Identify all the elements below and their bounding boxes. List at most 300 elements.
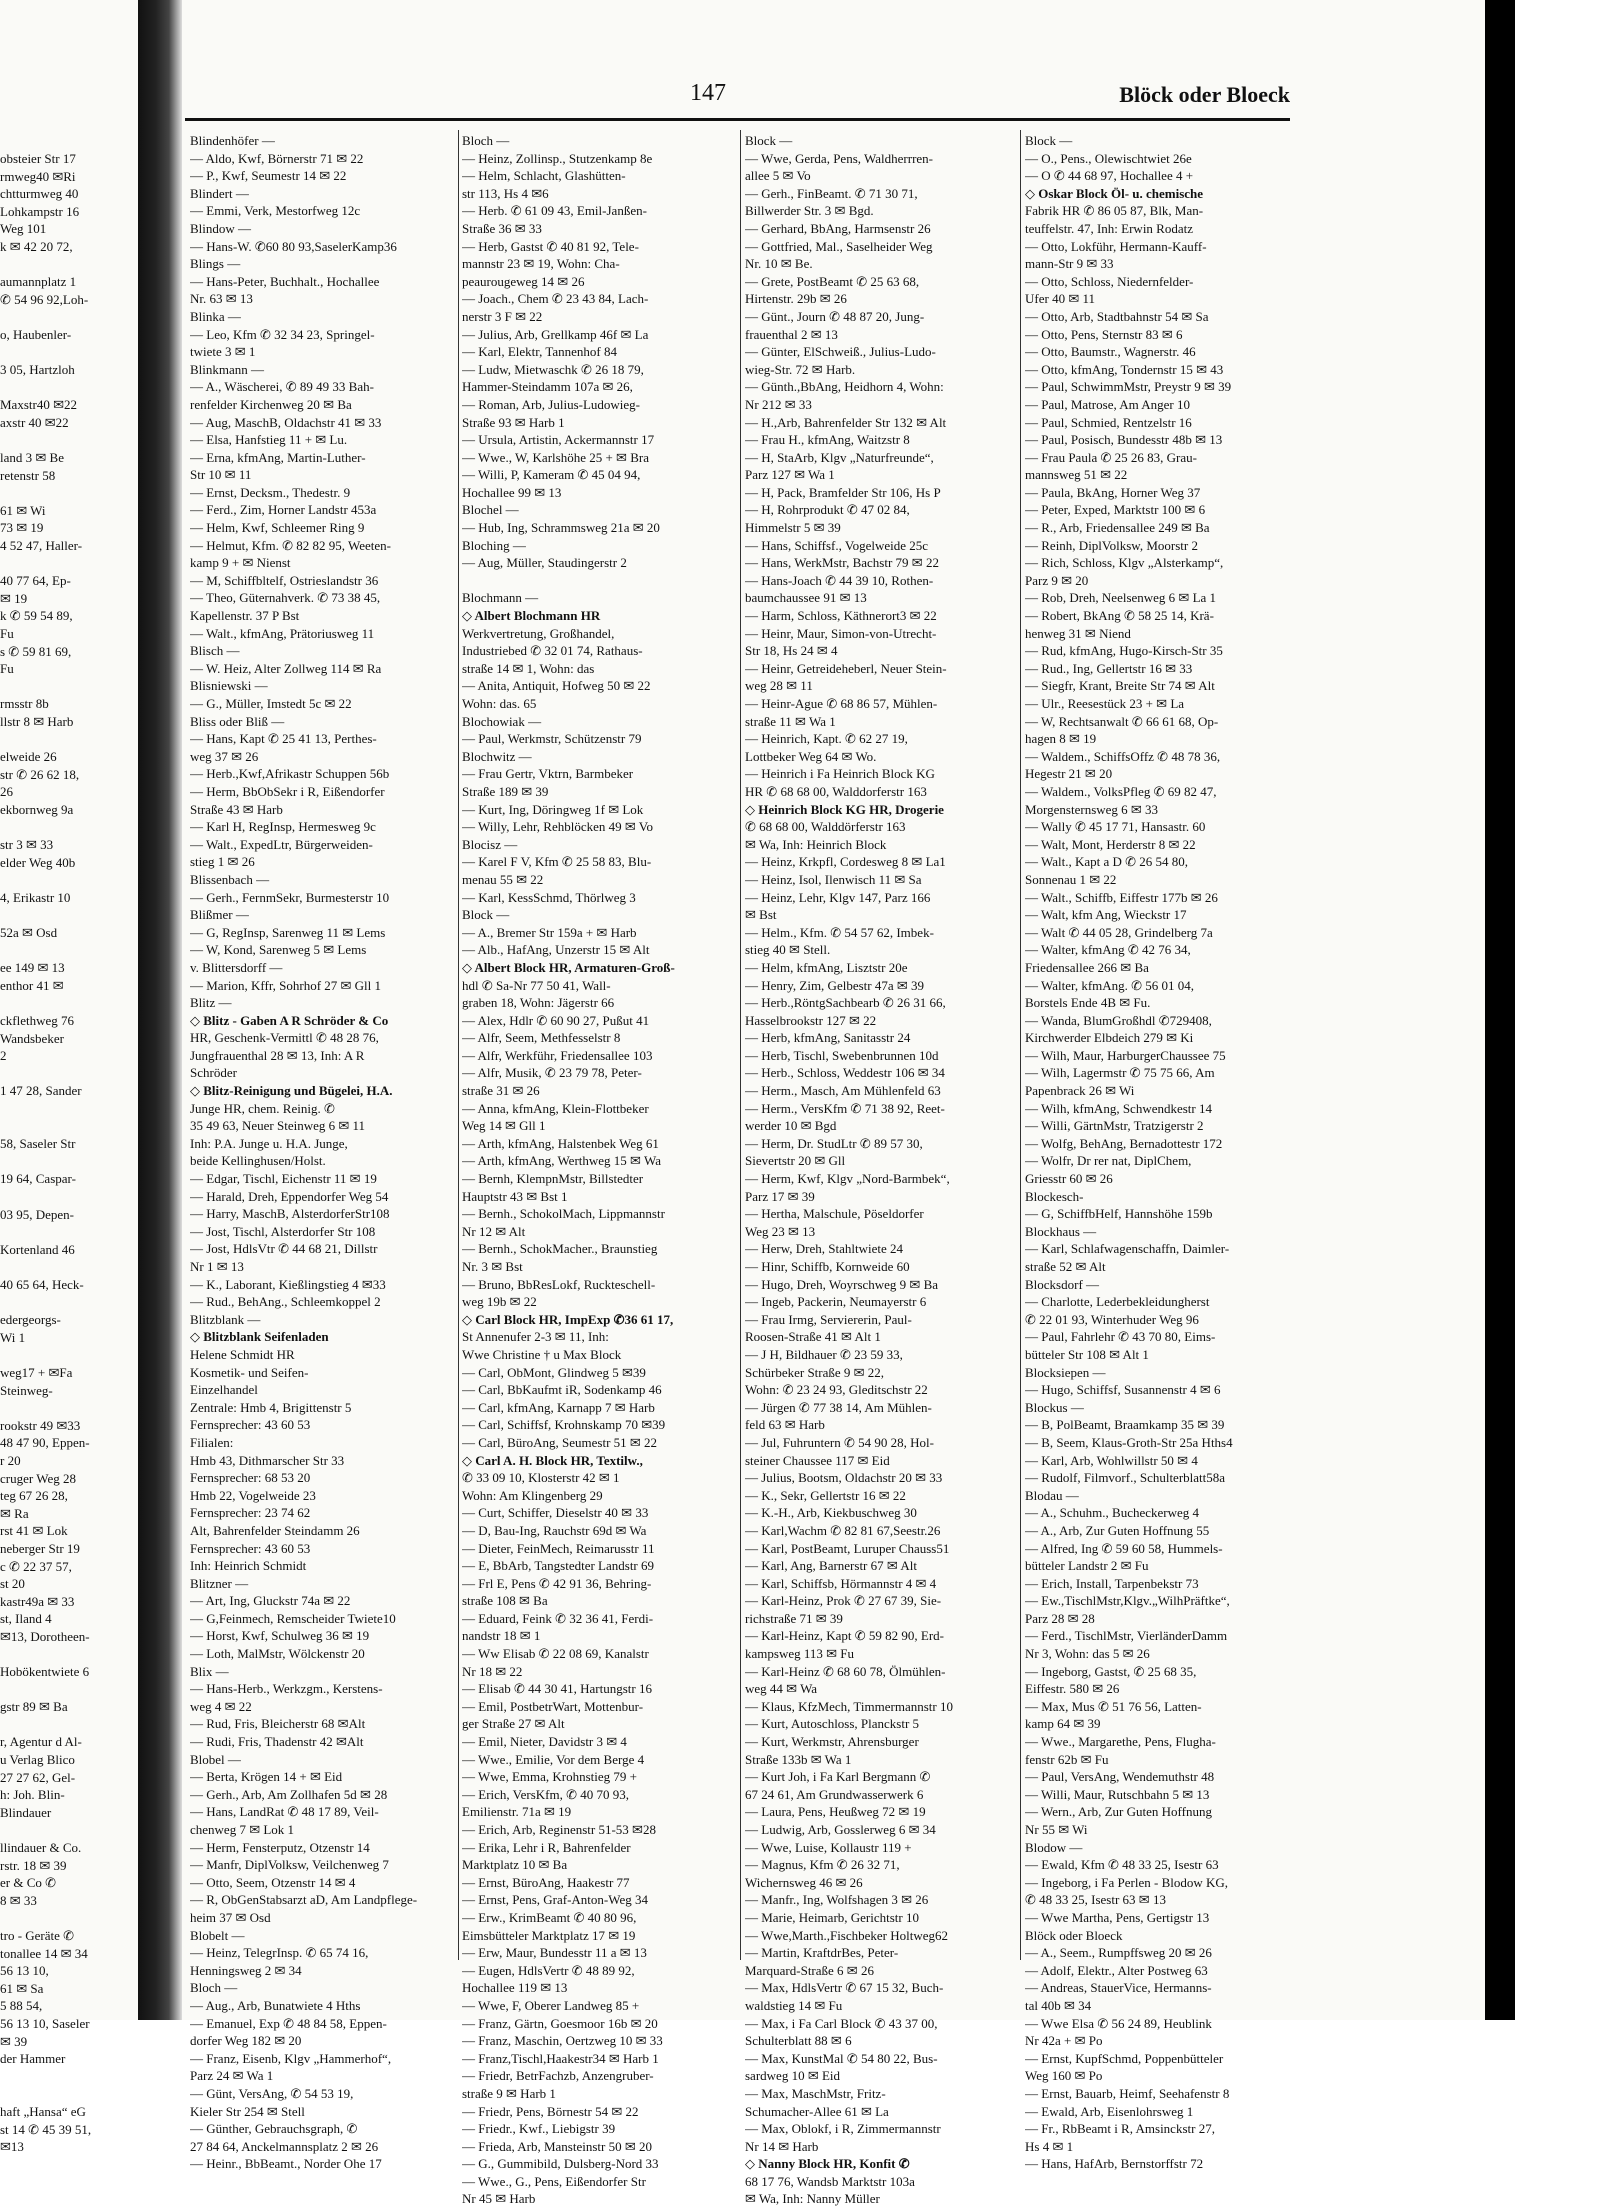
prev-page-line: ✉ 39: [0, 2033, 28, 2049]
directory-entry: nandstr 18 ✉ 1: [462, 1628, 541, 1644]
firm-entry: ◇ Carl Block HR, ImpExp ✆36 61 17,: [462, 1311, 674, 1327]
directory-entry: — Friedr, Pens, Börnestr 54 ✉ 22: [462, 2103, 639, 2119]
surname-heading: Blindow —: [190, 220, 252, 236]
directory-entry: — Ursula, Artistin, Ackermannstr 17: [462, 432, 655, 448]
directory-entry: — Erika, Lehr i R, Bahrenfelder: [462, 1839, 631, 1855]
prev-page-line: neberger Str 19: [0, 1540, 80, 1556]
prev-page-line: c ✆ 22 37 57,: [0, 1558, 72, 1574]
directory-entry: Industriebed ✆ 32 01 74, Rathaus-: [462, 643, 643, 659]
directory-entry: — Martin, KraftdrBes, Peter-: [745, 1945, 899, 1961]
surname-heading: Blinkmann —: [190, 361, 265, 377]
directory-entry: Jungfrauenthal 28 ✉ 13, Inh: A R: [190, 1047, 365, 1063]
directory-entry: — Laura, Pens, Heußweg 72 ✉ 19: [745, 1804, 926, 1820]
directory-entry: — Carl, BüroAng, Seumestr 51 ✉ 22: [462, 1434, 658, 1450]
directory-entry: Nr 45 ✉ Harb: [462, 2191, 536, 2207]
directory-entry: — A., Schuhm., Bucheckerweg 4: [1025, 1505, 1200, 1521]
surname-heading: Blochmann —: [462, 590, 539, 606]
directory-entry: Weg 14 ✉ Gll 1: [462, 1118, 546, 1134]
directory-entry: — Bernh, KlempnMstr, Billstedter: [462, 1171, 644, 1187]
directory-entry: bütteler Str 108 ✉ Alt 1: [1025, 1346, 1149, 1362]
directory-entry: ✆ 33 09 10, Klosterstr 42 ✉ 1: [462, 1470, 620, 1486]
prev-page-line: 4, Erikastr 10: [0, 889, 71, 905]
directory-entry: — Walt., kfmAng, Prätoriusweg 11: [190, 625, 375, 641]
firm-entry: ◇ Nanny Block HR, Konfit ✆: [745, 2156, 910, 2172]
prev-page-line: Maxstr40 ✉22: [0, 397, 77, 413]
directory-entry: Nr 18 ✉ 22: [462, 1663, 523, 1679]
prev-page-line: 1 47 28, Sander: [0, 1083, 82, 1099]
directory-entry: — Herm., VersKfm ✆ 71 38 92, Reet-: [745, 1100, 945, 1116]
directory-entry: — Walt ✆ 44 05 28, Grindelberg 7a: [1025, 924, 1213, 940]
directory-entry: — Heinz, Zollinsp., Stutzenkamp 8e: [462, 150, 653, 166]
directory-entry: — Alex, Hdlr ✆ 60 90 27, Pußut 41: [462, 1012, 650, 1028]
surname-heading: Block —: [1025, 133, 1073, 148]
directory-entry: — Erw., KrimBeamt ✆ 40 80 96,: [462, 1909, 637, 1925]
prev-page-line: teg 67 26 28,: [0, 1488, 68, 1504]
surname-heading: Blißmer —: [190, 907, 249, 923]
directory-entry: — Alfred, Ing ✆ 59 60 58, Hummels-: [1025, 1540, 1223, 1556]
directory-entry: — Gerh., Arb, Am Zollhafen 5d ✉ 28: [190, 1786, 388, 1802]
directory-entry: — Karl, Elektr, Tannenhof 84: [462, 344, 618, 360]
prev-page-line: cruger Weg 28: [0, 1470, 76, 1486]
directory-entry: — Ingeborg, Gastst, ✆ 25 68 35,: [1025, 1663, 1197, 1679]
directory-entry: Henningsweg 2 ✉ 34: [190, 1962, 302, 1978]
surname-heading: v. Blittersdorff —: [190, 959, 283, 975]
prev-page-line: rmweg40 ✉Ri: [0, 168, 76, 184]
directory-entry: — Heinr-Ague ✆ 68 86 57, Mühlen-: [745, 696, 938, 711]
directory-entry: — Wwe Martha, Pens, Gertigstr 13: [1025, 1909, 1210, 1925]
directory-entry: — Heinrich i Fa Heinrich Block KG: [745, 766, 935, 782]
directory-entry: allee 5 ✉ Vo: [745, 168, 811, 184]
prev-page-line: Fu: [0, 626, 14, 642]
prev-page-line: 48 47 90, Eppen-: [0, 1435, 90, 1451]
directory-entry: — Robert, BkAng ✆ 58 25 14, Krä-: [1025, 608, 1214, 624]
directory-entry: steiner Chaussee 117 ✉ Eid: [745, 1452, 890, 1468]
prev-page-line: [0, 1188, 136, 1206]
directory-entry: Fernsprecher: 43 60 53: [190, 1540, 311, 1556]
prev-page-line: 03 95, Depen-: [0, 1206, 75, 1222]
directory-entry: — G, SchiffbHelf, Hannshöhe 159b: [1025, 1206, 1213, 1222]
prev-page-line: [0, 871, 136, 889]
prev-page-line: k ✆ 59 54 89,: [0, 608, 73, 624]
directory-entry: Straße 93 ✉ Harb 1: [462, 414, 565, 430]
directory-entry: Nr 55 ✉ Wi: [1025, 1822, 1088, 1837]
directory-entry: ✉ Wa, Inh: Heinrich Block: [745, 836, 887, 852]
directory-entry: — Otto, Seem, Otzenstr 14 ✉ 4: [190, 1874, 356, 1890]
directory-entry: — Walt., Kapt a D ✆ 26 54 80,: [1025, 854, 1189, 870]
surname-heading: Bliss oder Bliß —: [190, 713, 285, 729]
prev-page-line: [0, 2068, 136, 2086]
directory-entry: Friedensallee 266 ✉ Ba: [1025, 959, 1149, 975]
directory-entry: Hegestr 21 ✉ 20: [1025, 766, 1113, 782]
directory-entry: — Anita, Antiquit, Hofweg 50 ✉ 22: [462, 678, 651, 694]
directory-entry: — Jürgen ✆ 77 38 14, Am Mühlen-: [745, 1399, 932, 1415]
directory-entry: beide Kellinghusen/Holst.: [190, 1153, 326, 1169]
directory-entry: Blöck oder Bloeck: [1025, 1927, 1123, 1943]
directory-entry: — Aug., Arb, Bunatwiete 4 Hths: [190, 1997, 361, 2013]
directory-entry: — Rudolf, Filmvorf., Schulterblatt58a: [1025, 1470, 1226, 1486]
prev-page-line: [0, 308, 136, 326]
prev-page-line: 4 52 47, Haller-: [0, 538, 83, 554]
directory-entry: hagen 8 ✉ 19: [1025, 731, 1097, 747]
prev-page-line: [0, 344, 136, 362]
surname-heading: Blitzblank —: [190, 1311, 261, 1327]
directory-entry: — H, StaArb, Klgv „Naturfreunde“,: [745, 449, 934, 465]
directory-entry: — Berta, Krögen 14 + ✉ Eid: [190, 1769, 343, 1785]
prev-page-line: o, Haubenler-: [0, 326, 72, 342]
prev-page-line: [0, 555, 136, 573]
prev-page-line: aumannplatz 1: [0, 274, 77, 290]
directory-entry: — Karl, Arb, Wohlwillstr 50 ✉ 4: [1025, 1452, 1198, 1468]
directory-entry: — Alfr, Werkführ, Friedensallee 103: [462, 1047, 653, 1063]
prev-page-line: 40 65 64, Heck-: [0, 1277, 84, 1292]
directory-entry: — Gerh., FernmSekr, Burmesterstr 10: [190, 889, 390, 905]
directory-entry: — K., Sekr, Gellertstr 16 ✉ 22: [745, 1487, 906, 1503]
prev-page-line: [0, 1258, 136, 1276]
directory-entry: — Ww Elisab ✆ 22 08 69, Kanalstr: [462, 1646, 649, 1662]
prev-page-line: [0, 678, 136, 696]
prev-page-line: 27 27 62, Gel-: [0, 1769, 76, 1785]
directory-entry: — Kurt, Ing, Döringweg 1f ✉ Lok: [462, 801, 644, 817]
prev-page-line: [0, 1681, 136, 1699]
directory-entry: St Annenufer 2-3 ✉ 11, Inh:: [462, 1329, 609, 1345]
surname-heading: Blocisz —: [462, 836, 518, 852]
directory-entry: Junge HR, chem. Reinig. ✆: [190, 1100, 335, 1116]
directory-entry: — Herb.,RöntgSachbearb ✆ 26 31 66,: [745, 995, 946, 1011]
directory-entry: — Frl E, Pens ✆ 42 91 36, Behring-: [462, 1575, 652, 1591]
directory-entry: feld 63 ✉ Harb: [745, 1417, 825, 1433]
directory-entry: — Karl-Heinz, Prok ✆ 27 67 39, Sie-: [745, 1593, 942, 1609]
prev-page-line: llindauer & Co.: [0, 1840, 82, 1855]
prev-page-line: Wandsbeker: [0, 1030, 64, 1046]
directory-entry: Einzelhandel: [190, 1382, 258, 1398]
surname-heading: Blochel —: [462, 502, 519, 518]
directory-entry: — Rud., Ing, Gellertstr 16 ✉ 33: [1025, 660, 1193, 676]
directory-entry: — Hans, HafArb, Bernstorffstr 72: [1025, 2156, 1204, 2172]
directory-entry: — Ingeb, Packerin, Neumayerstr 6: [745, 1294, 927, 1310]
directory-entry: Eimsbütteler Marktplatz 17 ✉ 19: [462, 1927, 636, 1943]
prev-page-line: 52a ✉ Osd: [0, 925, 58, 941]
directory-entry: peaurougeweg 14 ✉ 26: [462, 273, 585, 289]
directory-entry: ✆ 22 01 93, Winterhuder Weg 96: [1025, 1311, 1199, 1327]
prev-page-line: [0, 819, 136, 837]
directory-entry: — Heinr, Getreideheberl, Neuer Stein-: [745, 660, 947, 676]
prev-page-line: Lohkampstr 16: [0, 203, 80, 219]
directory-entry: — K.-H., Arb, Kiekbuschweg 30: [745, 1505, 917, 1521]
directory-entry: — Max, HdlsVertr ✆ 67 15 32, Buch-: [745, 1980, 944, 1996]
directory-entry: Hmb 22, Vogelweide 23: [190, 1487, 316, 1503]
directory-entry: — Theo, Güternahverk. ✆ 73 38 45,: [190, 590, 381, 606]
directory-entry: — Leo, Kfm ✆ 32 34 23, Springel-: [190, 326, 375, 342]
directory-entry: weg 44 ✉ Wa: [745, 1681, 818, 1697]
directory-entry: — Wanda, BlumGroßhdl ✆729408,: [1025, 1012, 1212, 1028]
directory-entry: — B, Seem, Klaus-Groth-Str 25a Hths4: [1025, 1434, 1233, 1450]
directory-entry: — Willi, P, Kameram ✆ 45 04 94,: [462, 467, 641, 483]
directory-entry: — Bernh., SchokolMach, Lippmannstr: [462, 1206, 665, 1222]
prev-page-line: Weg 101: [0, 221, 47, 237]
prev-page-line: [0, 2085, 136, 2103]
prev-page-line: tro - Geräte ✆: [0, 1927, 75, 1943]
directory-entry: Kieler Str 254 ✉ Stell: [190, 2103, 305, 2119]
directory-entry: — Heinz, Isol, Ilenwisch 11 ✉ Sa: [745, 871, 922, 887]
prev-page-line: [0, 1294, 136, 1312]
column-divider: [458, 130, 459, 1960]
directory-entry: — Herm, BbObSekr i R, Eißendorfer: [190, 783, 385, 799]
prev-page-line: Steinweg-: [0, 1382, 53, 1398]
directory-entry: weg 37 ✉ 26: [190, 748, 259, 764]
directory-entry: — Otto, Arb, Stadtbahnstr 54 ✉ Sa: [1025, 308, 1209, 324]
directory-entry: — Horst, Kwf, Schulweg 36 ✉ 19: [190, 1628, 370, 1644]
directory-entry: — Manfr, DiplVolksw, Veilchenweg 7: [190, 1857, 389, 1873]
directory-entry: dorfer Weg 182 ✉ 20: [190, 2033, 302, 2049]
surname-heading: Blochowiak —: [462, 713, 542, 729]
directory-entry: Morgensternsweg 6 ✉ 33: [1025, 801, 1159, 817]
directory-entry: — A., Seem., Rumpffsweg 20 ✉ 26: [1025, 1945, 1212, 1961]
directory-entry: — Max, KunstMal ✆ 54 80 22, Bus-: [745, 2050, 938, 2066]
directory-entry: — Emil, Nieter, Davidstr 3 ✉ 4: [462, 1734, 627, 1750]
directory-entry: — Wwe, Gerda, Pens, Waldherrren-: [745, 150, 933, 166]
directory-entry: — Ernst, Decksm., Thedestr. 9: [190, 484, 351, 500]
directory-entry: — Herb.,Kwf,Afrikastr Schuppen 56b: [190, 766, 390, 782]
directory-entry: — Hans-Peter, Buchhalt., Hochallee: [190, 273, 380, 289]
prev-page-line: s ✆ 59 81 69,: [0, 643, 72, 659]
directory-entry: — Herm, Dr. StudLtr ✆ 89 57 30,: [745, 1135, 923, 1151]
directory-entry: — Klaus, KfzMech, Timmermannstr 10: [745, 1698, 953, 1714]
directory-entry: mannstr 23 ✉ 19, Wohn: Cha-: [462, 256, 620, 272]
prev-page-line: [0, 995, 136, 1013]
directory-entry: stieg 1 ✉ 26: [190, 854, 255, 870]
prev-page-line: ekbornweg 9a: [0, 801, 74, 817]
directory-entry: — Eugen, HdlsVertr ✆ 48 89 92,: [462, 1962, 635, 1978]
directory-entry: — Heinz, TelegrInsp. ✆ 65 74 16,: [190, 1945, 369, 1961]
page-number: 147: [690, 80, 726, 106]
directory-entry: — Gerhard, BbAng, Harmsenstr 26: [745, 220, 931, 236]
prev-page-line: llstr 8 ✉ Harb: [0, 714, 74, 729]
directory-entry: — Curt, Schiffer, Dieselstr 40 ✉ 33: [462, 1505, 649, 1521]
directory-entry: graben 18, Wohn: Jägerstr 66: [462, 995, 615, 1011]
directory-entry: Parz 127 ✉ Wa 1: [745, 467, 835, 483]
prev-page-line: 56 13 10,: [0, 1963, 49, 1979]
directory-entry: straße 14 ✉ 1, Wohn: das: [462, 660, 595, 676]
directory-entry: — Alfr, Seem, Methfesselstr 8: [462, 1030, 621, 1046]
running-head: Blöck oder Bloeck: [1119, 82, 1290, 107]
directory-entry: 68 17 76, Wandsb Marktstr 103a: [745, 2173, 915, 2189]
directory-entry: — Waldem., VolksPfleg ✆ 69 82 47,: [1025, 783, 1217, 799]
prev-page-line: [0, 379, 136, 397]
directory-entry: — Hugo, Schiffsf, Susannenstr 4 ✉ 6: [1025, 1382, 1221, 1398]
directory-entry: — Rob, Dreh, Neelsenweg 6 ✉ La 1: [1025, 590, 1217, 606]
surname-heading: Blodau —: [1025, 1487, 1079, 1503]
directory-entry: — Heinz, Lehr, Klgv 147, Parz 166: [745, 889, 931, 905]
directory-entry: — Paul, Werkmstr, Schützenstr 79: [462, 731, 642, 747]
directory-entry: — R, ObGenStabsarzt aD, Am Landpflege-: [190, 1892, 418, 1908]
directory-entry: — P., Kwf, Seumestr 14 ✉ 22: [190, 168, 347, 184]
directory-entry: Wohn: das. 65: [462, 696, 537, 711]
directory-entry: — Max, Oblokf, i R, Zimmermannstr: [745, 2121, 941, 2137]
directory-entry: Schürbeker Straße 9 ✉ 22,: [745, 1364, 885, 1380]
prev-page-line: ✉ 19: [0, 590, 28, 606]
directory-entry: Sievertstr 20 ✉ Gll: [745, 1153, 846, 1169]
directory-entry: baumchaussee 91 ✉ 13: [745, 590, 867, 606]
directory-entry: — Wwe,Marth.,Fischbeker Holtweg62: [745, 1927, 949, 1943]
directory-entry: — Walt, kfm Ang, Wieckstr 17: [1025, 907, 1187, 923]
directory-entry: — Friedr., Kwf., Liebigstr 39: [462, 2121, 616, 2137]
directory-entry: — Bruno, BbResLokf, Ruckteschell-: [462, 1276, 656, 1292]
directory-entry: — Adolf, Elektr., Alter Postweg 63: [1025, 1962, 1208, 1978]
directory-entry: — Karl-Heinz, Kapt ✆ 59 82 90, Erd-: [745, 1628, 944, 1644]
directory-column-3: [745, 132, 1017, 2208]
prev-page-line: edergeorgs-: [0, 1312, 61, 1328]
directory-entry: — E, BbArb, Tangstedter Landstr 69: [462, 1558, 655, 1574]
directory-entry: twiete 3 ✉ 1: [190, 344, 256, 360]
prev-page-line: kastr49a ✉ 33: [0, 1593, 75, 1609]
directory-entry: — Emanuel, Exp ✆ 48 84 58, Eppen-: [190, 2015, 387, 2031]
directory-entry: — Harald, Dreh, Eppendorfer Weg 54: [190, 1188, 389, 1204]
directory-entry: Hammer-Steindamm 107a ✉ 26,: [462, 379, 633, 395]
directory-entry: ger Straße 27 ✉ Alt: [462, 1716, 565, 1732]
directory-entry: — Henry, Zim, Gelbestr 47a ✉ 39: [745, 977, 925, 993]
prev-page-line: [0, 1346, 136, 1364]
firm-entry: ◇ Oskar Block Öl- u. chemische: [1025, 185, 1204, 201]
directory-entry: — Erich, VersKfm, ✆ 40 70 93,: [462, 1786, 629, 1802]
directory-entry: — Arth, kfmAng, Werthweg 15 ✉ Wa: [462, 1153, 661, 1169]
surname-heading: Blindenhöfer —: [190, 133, 275, 148]
directory-entry: Weg 160 ✉ Po: [1025, 2068, 1103, 2084]
directory-entry: — Kurt, Autoschloss, Planckstr 5: [745, 1716, 920, 1732]
directory-entry: — Helm, Schlacht, Glashütten-: [462, 168, 626, 184]
directory-entry: — Hans-Herb., Werkzgm., Kerstens-: [190, 1681, 383, 1697]
prev-page-line: [0, 1821, 136, 1839]
directory-entry: Emilienstr. 71a ✉ 19: [462, 1804, 572, 1820]
directory-entry: — Gerh., FinBeamt. ✆ 71 30 71,: [745, 185, 918, 201]
directory-entry: — Jul, Fuhruntern ✆ 54 90 28, Hol-: [745, 1434, 934, 1450]
directory-entry: Marquard-Straße 6 ✉ 26: [745, 1962, 874, 1978]
directory-entry: nerstr 3 F ✉ 22: [462, 308, 543, 324]
directory-entry: chenweg 7 ✉ Lok 1: [190, 1822, 295, 1837]
directory-entry: — Paul, Schmied, Rentzelstr 16: [1025, 414, 1192, 430]
directory-entry: — Aug, Müller, Staudingerstr 2: [462, 555, 627, 571]
directory-entry: Filialen:: [190, 1434, 234, 1450]
prev-page-line: [0, 1153, 136, 1171]
directory-entry: Helene Schmidt HR: [190, 1346, 295, 1362]
directory-entry: — Otto, kfmAng, Tondernstr 15 ✉ 43: [1025, 361, 1224, 377]
column-divider: [740, 130, 741, 1960]
directory-entry: Straße 43 ✉ Harb: [190, 801, 283, 817]
directory-entry: — Franz, Maschin, Oertzweg 10 ✉ 33: [462, 2033, 663, 2049]
directory-entry: — Karel F V, Kfm ✆ 25 58 83, Blu-: [462, 854, 652, 870]
directory-entry: Zentrale: Hmb 4, Brigittenstr 5: [190, 1399, 352, 1415]
directory-entry: — Ferd., Zim, Horner Landstr 453a: [190, 502, 377, 518]
surname-heading: Block —: [745, 133, 793, 148]
directory-entry: — Willy, Lehr, Rehblöcken 49 ✉ Vo: [462, 819, 653, 835]
directory-entry: Wohn: Am Klingenberg 29: [462, 1487, 603, 1503]
directory-entry: — Erna, kfmAng, Martin-Luther-: [190, 449, 366, 465]
prev-page-line: [0, 432, 136, 450]
directory-entry: Hochallee 119 ✉ 13: [462, 1980, 568, 1996]
directory-entry: — Heinz, Krkpfl, Cordesweg 8 ✉ La1: [745, 854, 946, 870]
directory-entry: Nr 14 ✉ Harb: [745, 2138, 819, 2154]
directory-entry: — Joach., Chem ✆ 23 43 84, Lach-: [462, 291, 649, 307]
surname-heading: Blockhaus —: [1025, 1223, 1097, 1239]
directory-entry: — Loth, MalMstr, Wölckenstr 20: [190, 1646, 365, 1662]
directory-entry: Kapellenstr. 37 P Bst: [190, 608, 300, 624]
page-header: [190, 80, 1290, 120]
directory-entry: — Andreas, StauerVice, Hermanns-: [1025, 1980, 1212, 1996]
directory-entry: Str 18, Hs 24 ✉ 4: [745, 643, 838, 659]
directory-entry: — Roman, Arb, Julius-Ludowieg-: [462, 396, 641, 412]
directory-entry: — Edgar, Tischl, Eichenstr 11 ✉ 19: [190, 1171, 377, 1187]
directory-entry: renfelder Kirchenweg 20 ✉ Ba: [190, 396, 352, 412]
directory-entry: — Herb., Schloss, Weddestr 106 ✉ 34: [745, 1065, 945, 1081]
directory-entry: Hmb 43, Dithmarscher Str 33: [190, 1452, 345, 1468]
prev-page-line: enthor 41 ✉: [0, 977, 64, 993]
directory-entry: Kirchwerder Elbdeich 279 ✉ Ki: [1025, 1030, 1194, 1046]
firm-entry: ◇ Albert Block HR, Armaturen-Groß-: [462, 959, 675, 975]
directory-entry: Fabrik HR ✆ 86 05 87, Blk, Man-: [1025, 203, 1204, 219]
directory-entry: — Otto, Schloss, Niedernfelder-: [1025, 273, 1194, 289]
column-divider: [1020, 130, 1021, 1960]
directory-entry: Sonnenau 1 ✉ 22: [1025, 871, 1117, 887]
directory-entry: — Max, MaschMstr, Fritz-: [745, 2085, 886, 2101]
directory-entry: — Wwe., W, Karlshöhe 25 + ✉ Bra: [462, 449, 649, 465]
directory-entry: Lottbeker Weg 64 ✉ Wo.: [745, 748, 877, 764]
directory-entry: wieg-Str. 72 ✉ Harb.: [745, 361, 856, 377]
directory-entry: — Wwe Elsa ✆ 56 24 89, Heublink: [1025, 2015, 1212, 2031]
directory-entry: — A., Wäscherei, ✆ 89 49 33 Bah-: [190, 379, 374, 395]
directory-entry: [462, 572, 737, 590]
directory-entry: — Hans, WerkMstr, Bachstr 79 ✉ 22: [745, 555, 939, 571]
directory-entry: — Ernst, Bauarb, Heimf, Seehafenstr 8: [1025, 2085, 1230, 2101]
directory-entry: frauenthal 2 ✉ 13: [745, 326, 838, 342]
directory-entry: bütteler Landstr 2 ✉ Fu: [1025, 1558, 1149, 1574]
prev-page-line: [0, 1223, 136, 1241]
directory-entry: Nr. 63 ✉ 13: [190, 291, 253, 307]
surname-heading: Blobelt —: [190, 1927, 245, 1943]
directory-entry: 67 24 61, Am Grundwasserwerk 6: [745, 1786, 924, 1802]
directory-entry: Parz 17 ✉ 39: [745, 1188, 815, 1204]
directory-entry: — Willi, GärtnMstr, Tratzigerstr 2: [1025, 1118, 1204, 1134]
prev-page-line: 8 ✉ 33: [0, 1892, 37, 1908]
surname-heading: Blinka —: [190, 308, 241, 324]
prev-page-line: Hobökentwiete 6: [0, 1664, 90, 1680]
prev-page-line: st, Iland 4: [0, 1611, 52, 1627]
surname-heading: Blitzner —: [190, 1575, 249, 1591]
directory-entry: — Carl, Schiffsf, Krohnskamp 70 ✉39: [462, 1417, 666, 1433]
directory-entry: — Herm, Kwf, Klgv „Nord-Barmbek“,: [745, 1171, 950, 1187]
directory-entry: — Wern., Arb, Zur Guten Hoffnung: [1025, 1804, 1212, 1820]
directory-entry: — A., Bremer Str 159a + ✉ Harb: [462, 924, 637, 940]
directory-entry: richstraße 71 ✉ 39: [745, 1610, 843, 1626]
directory-entry: — Emil, PostbetrWart, Mottenbur-: [462, 1698, 644, 1714]
firm-entry: ◇ Blitz-Reinigung und Bügelei, H.A.: [190, 1083, 393, 1099]
directory-entry: — Bernh., SchokMacher., Braunstieg: [462, 1241, 658, 1257]
directory-entry: — Harm, Schloss, Käthnerort3 ✉ 22: [745, 608, 937, 624]
prev-page-line: [0, 907, 136, 925]
directory-entry: Roosen-Straße 41 ✉ Alt 1: [745, 1329, 881, 1345]
surname-heading: Bloch —: [190, 1980, 238, 1996]
directory-entry: — Wally ✆ 45 17 71, Hansastr. 60: [1025, 819, 1206, 835]
directory-entry: — Frieda, Arb, Mansteinstr 50 ✉ 20: [462, 2138, 652, 2154]
firm-entry: ◇ Heinrich Block KG HR, Drogerie: [745, 801, 944, 817]
directory-entry: — Kurt, Werkmstr, Ahrensburger: [745, 1734, 919, 1750]
directory-entry: waldstieg 14 ✉ Fu: [745, 1997, 843, 2013]
directory-entry: — Elisab ✆ 44 30 41, Hartungstr 16: [462, 1681, 652, 1697]
directory-entry: Parz 9 ✉ 20: [1025, 572, 1089, 588]
directory-entry: — D, Bau-Ing, Rauchstr 69d ✉ Wa: [462, 1522, 647, 1538]
directory-entry: Parz 28 ✉ 28: [1025, 1610, 1095, 1626]
directory-entry: — W, Rechtsanwalt ✆ 66 61 68, Op-: [1025, 713, 1219, 729]
directory-entry: — Frau Paula ✆ 25 26 83, Grau-: [1025, 449, 1197, 465]
directory-entry: — Peter, Exped, Marktstr 100 ✉ 6: [1025, 502, 1206, 518]
